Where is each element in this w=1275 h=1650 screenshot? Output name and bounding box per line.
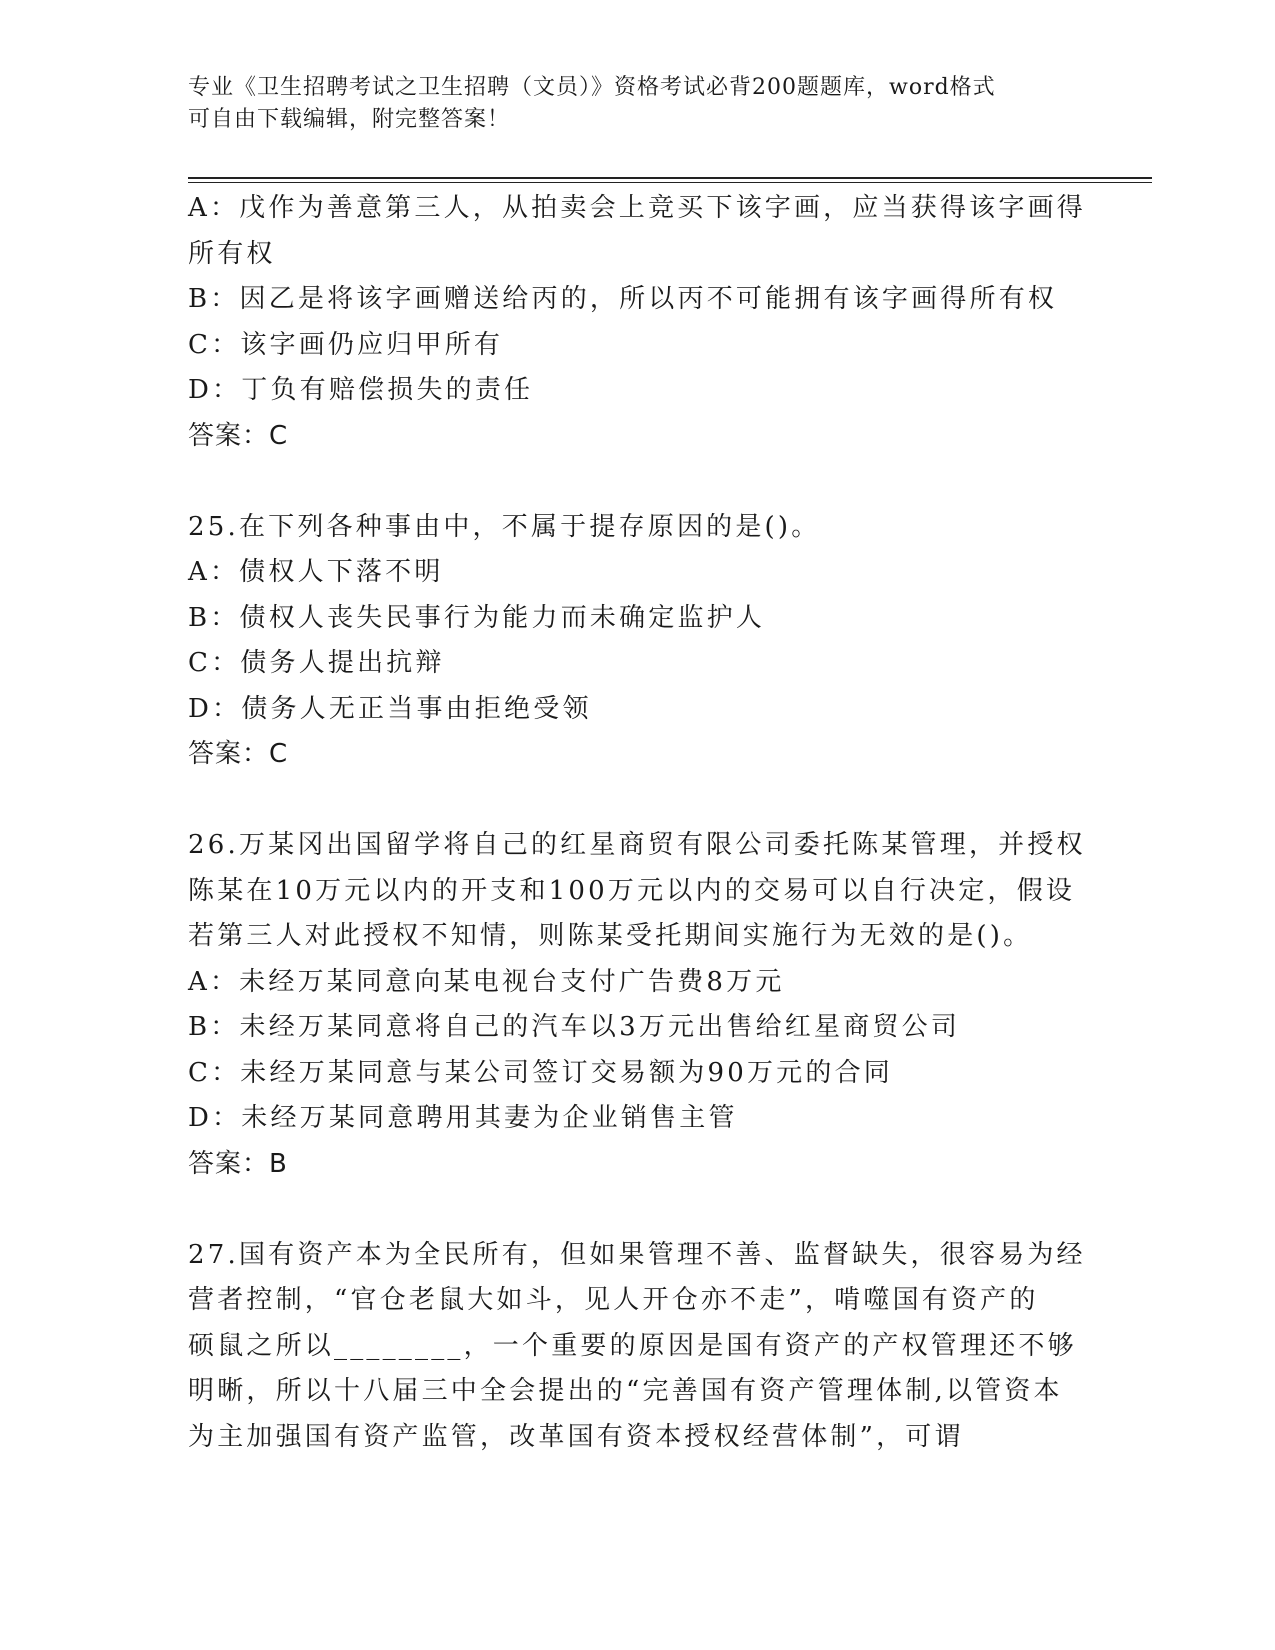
question-stem-line-1: 26.万某冈出国留学将自己的红星商贸有限公司委托陈某管理，并授权 bbox=[188, 830, 1086, 860]
option-b: B：债权人丧失民事行为能力而未确定监护人 bbox=[188, 602, 766, 633]
question-27 bbox=[188, 1233, 1088, 1461]
header-line-1: 专业《卫生招聘考试之卫生招聘（文员）》资格考试必背200题题库，word格式 bbox=[188, 75, 996, 100]
option-a-continued: 所有权 bbox=[188, 238, 276, 269]
header-divider-thin bbox=[188, 182, 1152, 183]
option-d: D：未经万某同意聘用其妻为企业销售主管 bbox=[188, 1103, 738, 1133]
question-stem-line-3: 硕鼠之所以________，一个重要的原因是国有资产的产权管理还不够 bbox=[188, 1330, 1077, 1361]
option-b: B：未经万某同意将自己的汽车以3万元出售给红星商贸公司 bbox=[188, 1012, 961, 1042]
spacer bbox=[188, 1187, 1088, 1233]
option-a: A：未经万某同意向某电视台支付广告费8万元 bbox=[188, 966, 785, 997]
document-header bbox=[188, 72, 1068, 136]
spacer bbox=[188, 459, 1088, 505]
header-divider-thick bbox=[188, 177, 1152, 179]
question-24-continued bbox=[188, 186, 1088, 459]
option-c: C：未经万某同意与某公司签订交易额为90万元的合同 bbox=[188, 1057, 893, 1088]
option-a: A：债权人下落不明 bbox=[188, 557, 444, 587]
question-stem-line-3: 若第三人对此授权不知情，则陈某受托期间实施行为无效的是()。 bbox=[188, 921, 1033, 951]
question-stem-line-2: 营者控制，“官仓老鼠大如斗，见人开仓亦不走”，啃噬国有资产的 bbox=[188, 1285, 1039, 1315]
header-line-2: 可自由下载编辑，附完整答案！ bbox=[188, 107, 511, 132]
question-stem-line-1: 27.国有资产本为全民所有，但如果管理不善、监督缺失，很容易为经 bbox=[188, 1239, 1086, 1270]
question-25 bbox=[188, 505, 1088, 778]
question-stem-line-5: 为主加强国有资产监管，改革国有资本授权经营体制”，可谓 bbox=[188, 1421, 964, 1452]
question-stem-line-2: 陈某在10万元以内的开支和100万元以内的交易可以自行决定，假设 bbox=[188, 875, 1076, 906]
option-a: A：戊作为善意第三人，从拍卖会上竞买下该字画，应当获得该字画得 bbox=[188, 193, 1086, 223]
option-d: D：丁负有赔偿损失的责任 bbox=[188, 375, 534, 405]
question-list bbox=[188, 186, 1088, 1460]
answer: 答案：C bbox=[188, 739, 289, 769]
option-c: C：债务人提出抗辩 bbox=[188, 648, 445, 678]
option-c: C：该字画仍应归甲所有 bbox=[188, 329, 504, 360]
option-b: B：因乙是将该字画赠送给丙的，所以丙不可能拥有该字画得所有权 bbox=[188, 284, 1058, 314]
question-stem-line-4: 明晰，所以十八届三中全会提出的“完善国有资产管理体制,以管资本 bbox=[188, 1376, 1063, 1406]
question-26 bbox=[188, 823, 1088, 1187]
question-stem: 25.在下列各种事由中，不属于提存原因的是()。 bbox=[188, 511, 821, 542]
option-d: D：债务人无正当事由拒绝受领 bbox=[188, 693, 592, 724]
answer: 答案：C bbox=[188, 420, 289, 451]
answer: 答案：B bbox=[188, 1148, 288, 1179]
spacer bbox=[188, 778, 1088, 824]
